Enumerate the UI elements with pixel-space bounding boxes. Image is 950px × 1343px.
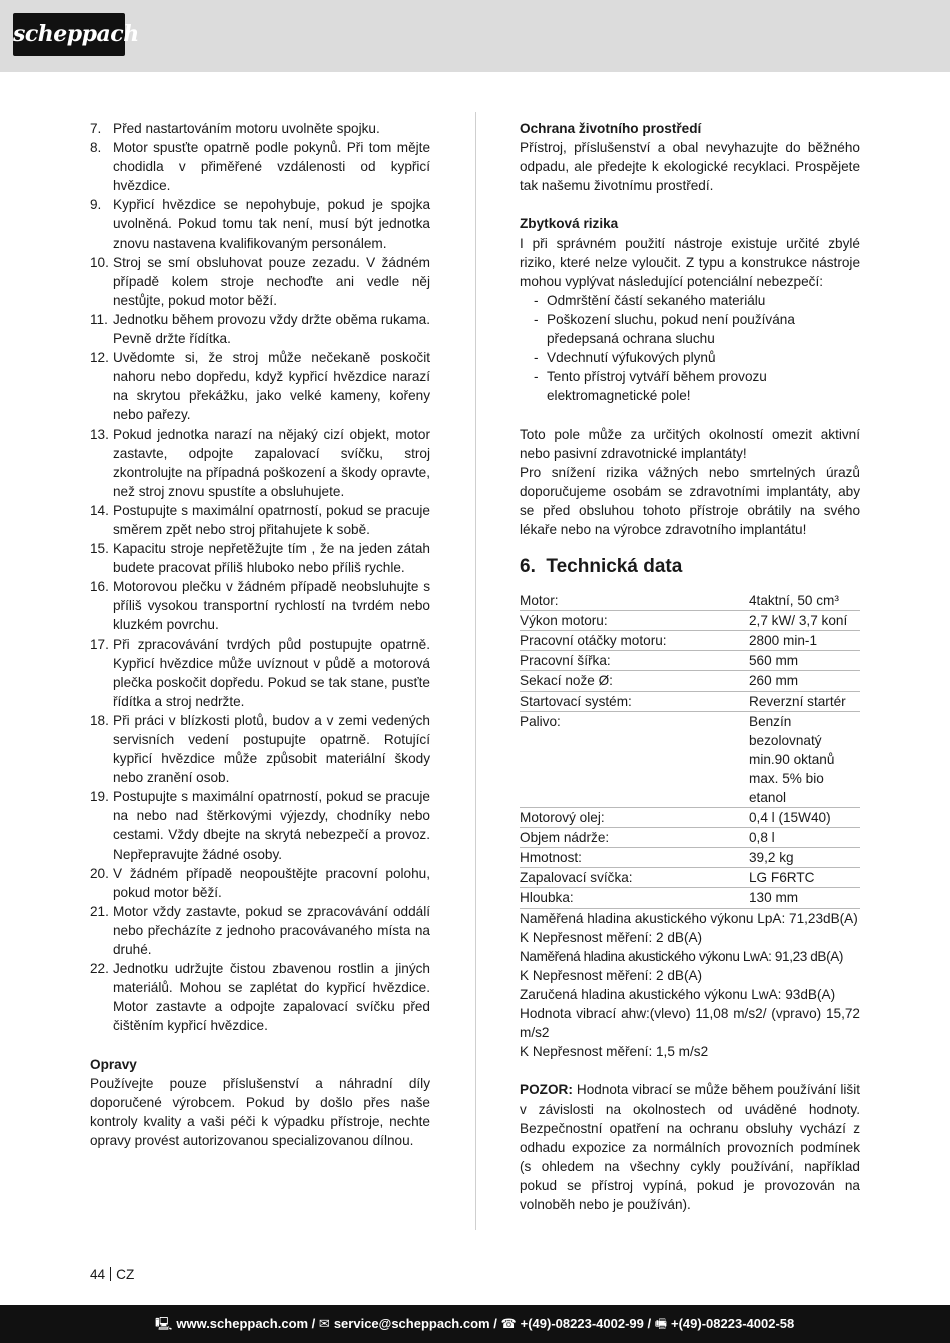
tech-row-label: Pracovní otáčky motoru: — [520, 631, 749, 651]
tech-row — [520, 651, 860, 671]
list-item: 10. Stroj se smí obsluhovat pouze zezadu. V žádném případě kolem stroje nechoďte ani vedle něj nestůjte, pokud motor běží. — [90, 254, 430, 308]
list-item: 19. Postupujte s maximální opatrností, pokud se pracuje na nebo nad štěrkovými výjezdy, chodníky nebo cestami. Vždy dbejte na skrytá nebezpečí a provoz. Nepřepravujte žádné osoby. — [90, 789, 430, 862]
lwa-uncertainty: K Nepřesnost měření: 2 dB(A) — [520, 967, 703, 983]
safety-steps-list — [90, 119, 430, 1036]
tech-row-value: 130 mm — [749, 888, 860, 908]
tech-row-value: 0,8 l — [749, 828, 860, 848]
page-number: 44 CZ — [90, 1267, 135, 1282]
lwa-value: Naměřená hladina akustického výkonu LwA: 91,23 dB(A) — [520, 948, 844, 964]
tech-row — [520, 611, 860, 631]
tech-row-value: 39,2 kg — [749, 848, 860, 868]
email-link[interactable]: service@scheppach.com / — [333, 1316, 497, 1331]
list-item: 18. Při práci v blízkosti plotů, budov a v zemi vedených servisních vedení postupujte opatrně. Rotující kypřicí hvězdice může způsobit materiální škody nebo zranění osob. — [90, 712, 430, 786]
tech-row — [520, 591, 860, 611]
tech-row-label: Hmotnost: — [520, 848, 749, 868]
tech-row-value: 260 mm — [749, 671, 860, 691]
tech-row — [520, 711, 860, 807]
tech-row — [520, 808, 860, 828]
tech-row-value: 2800 min-1 — [749, 631, 860, 651]
phone-icon: ☎ — [500, 1316, 517, 1331]
tech-row-value: Benzín bezolovnatý min.90 oktanů max. 5% bio etanol — [749, 711, 860, 807]
lpa-uncertainty: K Nepřesnost měření: 2 dB(A) — [520, 929, 703, 945]
repairs-text: Používejte pouze příslušenství a náhradní díly doporučené výrobcem. Pokud by došlo přes naše kontroly kvality a vaši péči k výpadku přístroje, nechte opravy provést autorizovanou specializovanou dílnou. — [90, 1075, 430, 1148]
tech-row — [520, 868, 860, 888]
section-title-tech: 6. Technická data — [520, 556, 683, 578]
list-item: 13. Pokud jednotka narazí na nějaký cizí objekt, motor zastavte, odpojte zapalovací svíčku, stroj zkontrolujte na případná poškození a škody opravte, než stroj znovu spustíte a obsluhujete. — [90, 426, 430, 499]
list-item: - Poškození sluchu, pokud není používána předepsaná ochrana sluchu — [534, 311, 795, 347]
list-item: 17. Při zpracovávání tvrdých půd postupujte opatrně. Kypřicí hvězdice může uvíznout v půdě a motorová plečka poskočit dopředu. Pokud se tak stane, pusťte řídítka a stroj nedržte. — [90, 636, 430, 709]
list-item: - Odmrštění částí sekaného materiálu — [534, 292, 766, 308]
tech-row-label: Motor: — [520, 591, 749, 611]
implant-warning-1: Toto pole může za určitých okolností omezit aktivní nebo pasivní zdravotnické implantáty! — [520, 426, 860, 461]
lwa-guaranteed: Zaručená hladina akustického výkonu LwA: 93dB(A) — [520, 986, 836, 1002]
environment-heading: Ochrana životního prostředí — [520, 121, 702, 136]
list-item: 11. Jednotku během provozu vždy držte oběma rukama. Pevně držte řídítka. — [90, 311, 430, 347]
tech-row-label: Hloubka: — [520, 888, 749, 908]
tech-row — [520, 671, 860, 691]
environment-text: Přístroj, příslušenství a obal nevyhazujte do běžného odpadu, ale předejte k ekologické recyklaci. Prospějete tak našemu životnímu prostředí. — [520, 140, 860, 194]
residual-risks-intro: I při správném použití nástroje existuje určité zbylé riziko, které nelze vyloučit. Z typu a konstrukce nástroje mohou vyplývat následující potenciální nebezpečí: — [520, 235, 860, 289]
phone-number: +(49)-08223-4002-99 / — [520, 1316, 652, 1331]
tech-row-label: Motorový olej: — [520, 808, 749, 828]
list-item: 9. Kypřicí hvězdice se nepohybuje, pokud je spojka uvolněná. Pokud tomu tak není, musí být jednotka znovu nastavena kvalifikovaným personálem. — [90, 197, 430, 251]
list-item: 22. Jednotku udržujte čistou zbavenou rostlin a jiných materiálů. Mohou se zaplétat do kypřicí hvězdice. Motor zastavte a odpojte zapalovací svíčku před čištěním kypřicí hvězdice. — [90, 961, 430, 1034]
vibration-uncertainty: K Nepřesnost měření: 1,5 m/s2 — [520, 1044, 709, 1060]
tech-row-label: Pracovní šířka: — [520, 651, 749, 671]
right-column — [520, 119, 860, 1214]
tech-row-value: 560 mm — [749, 651, 860, 671]
list-item: 14. Postupujte s maximální opatrností, pokud se pracuje směrem zpět nebo stroj přitahujete k sobě. — [90, 502, 430, 537]
list-item: 16. Motorovou plečku v žádném případě neobsluhujte s příliš vysokou transportní rychlostí na tvrdém nebo kluzkém povrchu. — [90, 579, 430, 633]
computer-icon: 🖳 — [155, 1316, 173, 1331]
tech-row-value: Reverzní startér — [749, 691, 860, 711]
tech-data-table — [520, 591, 860, 909]
mail-icon: ✉ — [318, 1316, 330, 1331]
list-item: 12. Uvědomte si, že stroj může nečekaně poskočit nahoru nebo dopředu, když kypřicí hvězdice narazí na skrytou překážku, jako velké kameny, kořeny nebo pařezy. — [90, 350, 430, 423]
list-item: 15. Kapacitu stroje nepřetěžujte tím , že na jeden zátah budete pracovat příliš hluboko nebo příliš rychle. — [90, 541, 430, 576]
tech-row-label: Palivo: — [520, 711, 749, 807]
implant-warning-2: Pro snížení rizika vážných nebo smrtelných úrazů doporučujeme osobám se zdravotními implantáty, aby se před obsluhou tohoto přístroje obrátily na svého lékaře nebo na výrobce zdravotního implantátu! — [520, 464, 860, 537]
tech-row-value: 4taktní, 50 cm³ — [749, 591, 860, 611]
tech-row — [520, 631, 860, 651]
fax-number: +(49)-08223-4002-58 — [671, 1316, 795, 1331]
list-item: - Tento přístroj vytváří během provozu elektromagnetické pole! — [534, 369, 767, 404]
residual-risks-heading: Zbytková rizika — [520, 216, 619, 232]
list-item: 8. Motor spusťte opatrně podle pokynů. Při tom mějte chodidla v přiměřené vzdálenosti od kypřicí hvězdice. — [90, 140, 430, 194]
vibration-value: Hodnota vibrací ahw:(vlevo) 11,08 m/s2/ (vpravo) 15,72 m/s2 — [520, 1006, 860, 1041]
brand-logo: scheppach — [13, 13, 125, 56]
repairs-heading: Opravy — [90, 1056, 137, 1072]
tech-row — [520, 888, 860, 908]
tech-row-value: LG F6RTC — [749, 868, 860, 888]
tech-row — [520, 848, 860, 868]
left-column — [90, 119, 430, 1150]
page-footer — [0, 1305, 950, 1343]
warning-label: POZOR: — [520, 1082, 573, 1098]
list-item: 20. V žádném případě neopouštějte pracovní polohu, pokud motor běží. — [90, 865, 430, 900]
column-divider — [475, 112, 476, 1230]
list-item: 7. Před nastartováním motoru uvolněte spojku. — [90, 121, 380, 136]
tech-row-label: Objem nádrže: — [520, 828, 749, 848]
tech-row-label: Startovací systém: — [520, 691, 749, 711]
list-item: 21. Motor vždy zastavte, pokud se zpracovávání oddálí nebo přecházíte z jednoho pracovávaného místa na druhé. — [90, 903, 430, 958]
tech-row-label: Výkon motoru: — [520, 611, 749, 631]
tech-row — [520, 828, 860, 848]
list-item: - Vdechnutí výfukových plynů — [534, 350, 716, 366]
residual-risks-list — [520, 291, 860, 406]
fax-icon: 🖷 — [654, 1316, 667, 1331]
website-link[interactable]: www.scheppach.com / — [176, 1316, 316, 1331]
lpa-value: Naměřená hladina akustického výkonu LpA: 71,23dB(A) — [520, 910, 858, 926]
page-header — [0, 0, 950, 72]
tech-row-value: 2,7 kW/ 3,7 koní — [749, 611, 860, 631]
tech-row-value: 0,4 l (15W40) — [749, 808, 860, 828]
acoustic-values — [520, 909, 860, 1062]
tech-row-label: Sekací nože Ø: — [520, 671, 749, 691]
warning-text: Hodnota vibrací se může během používání lišit v závislosti na okolnostech od uváděné hodnoty. Bezpečnostní opatření na ochranu obsluhy vychází z odhadu expozice za normálních provozních podmínek (s ohledem na všechny cykly používání, například pokud se přístroj vypíná, pokud je provozován na volnoběh nebo je používán). — [520, 1082, 860, 1212]
tech-row-label: Zapalovací svíčka: — [520, 868, 749, 888]
vibration-warning — [520, 1080, 860, 1214]
tech-row — [520, 691, 860, 711]
